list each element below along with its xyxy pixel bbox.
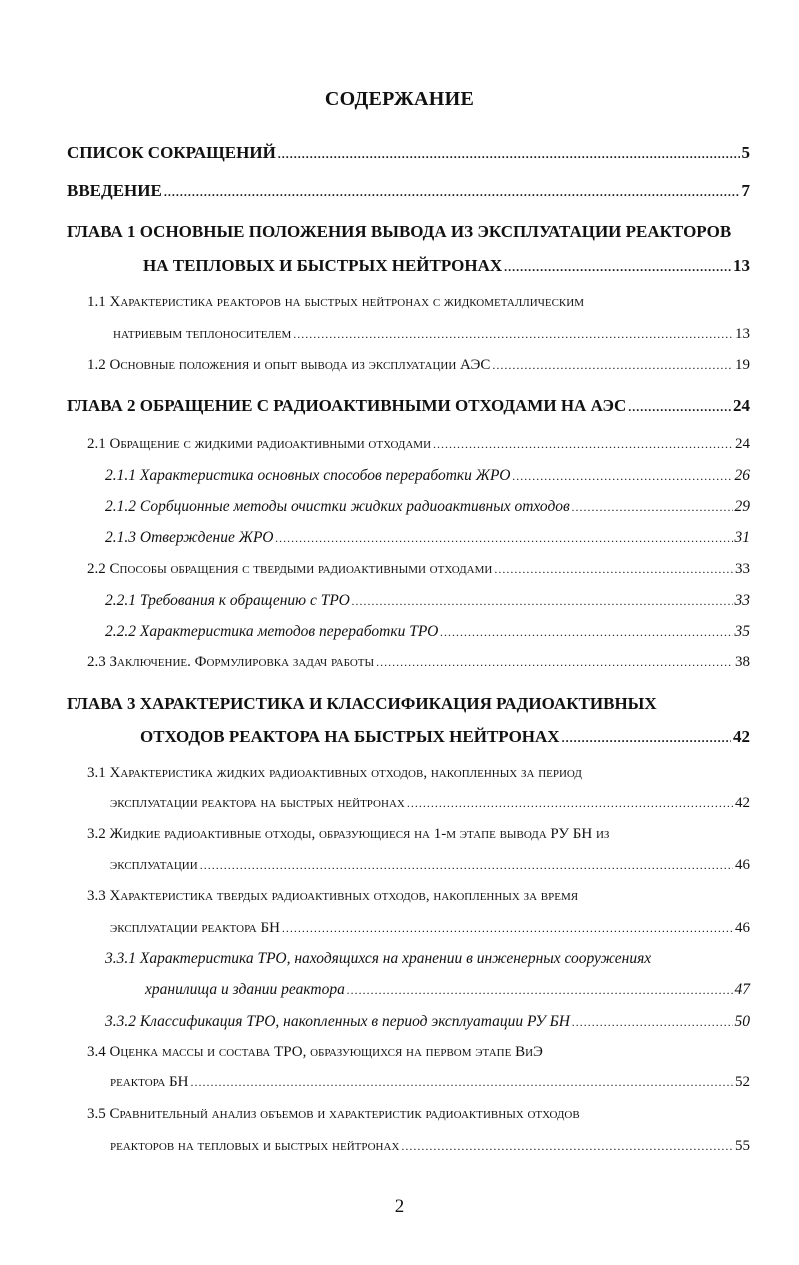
toc-leader bbox=[275, 531, 732, 546]
toc-leader bbox=[278, 147, 740, 162]
toc-entry-text-cont: ОТХОДОВ РЕАКТОРА НА БЫСТРЫХ НЕЙТРОНАХ bbox=[140, 727, 560, 746]
toc-entry-text: 3.1 Характеристика жидких радиоактивных отходов, накопленных за период bbox=[87, 765, 582, 781]
toc-leader bbox=[191, 1075, 734, 1090]
toc-entry-page: 35 bbox=[734, 623, 750, 640]
toc-entry-text: 3.5 Сравнительный анализ объемов и характеристик радиоактивных отходов bbox=[87, 1106, 580, 1122]
toc-leader bbox=[347, 983, 733, 998]
toc-leader bbox=[494, 562, 733, 577]
toc-leader bbox=[433, 437, 733, 452]
toc-leader bbox=[492, 358, 733, 373]
toc-entry-text-cont: хранилища и здании реактора bbox=[145, 981, 345, 998]
toc-entry-page: 13 bbox=[733, 256, 750, 275]
toc-entry-text-cont: натриевым теплоносителем bbox=[113, 326, 292, 342]
toc-entry bbox=[145, 981, 750, 999]
toc-leader bbox=[504, 260, 731, 275]
toc-leader bbox=[512, 469, 732, 484]
toc-entry-text: 2.3 Заключение. Формулировка задач работы bbox=[87, 654, 375, 670]
toc-entry-page: 29 bbox=[734, 498, 750, 515]
toc-entry-text-cont: эксплуатации реактора на быстрых нейтронах bbox=[110, 795, 405, 811]
toc-leader bbox=[352, 594, 733, 609]
toc-entry-text: ВВЕДЕНИЕ bbox=[67, 181, 162, 200]
toc-leader bbox=[572, 500, 733, 515]
toc-entry bbox=[87, 561, 750, 578]
toc-entry-page: 46 bbox=[735, 857, 750, 873]
toc-entry bbox=[87, 357, 750, 374]
toc-entry bbox=[105, 529, 750, 547]
toc-entry-text: ГЛАВА 3 ХАРАКТЕРИСТИКА И КЛАССИФИКАЦИЯ РАДИОАКТИВНЫХ bbox=[67, 694, 657, 713]
toc-leader bbox=[440, 625, 732, 640]
toc-entry bbox=[67, 396, 750, 416]
toc-entry-text-cont: реактора БН bbox=[110, 1074, 189, 1090]
toc-leader bbox=[376, 655, 733, 670]
toc-leader bbox=[628, 400, 731, 415]
toc-entry-page: 50 bbox=[734, 1013, 750, 1030]
toc-entry-text: 3.3.2 Классификация ТРО, накопленных в период эксплуатации РУ БН bbox=[105, 1013, 570, 1030]
toc-entry-text: 2.1.2 Сорбционные методы очистки жидких радиоактивных отходов bbox=[105, 498, 570, 515]
toc-entry-text-cont: НА ТЕПЛОВЫХ И БЫСТРЫХ НЕЙТРОНАХ bbox=[143, 256, 503, 275]
toc-entry bbox=[110, 795, 750, 812]
toc-entry-page: 5 bbox=[741, 143, 750, 162]
toc-leader bbox=[407, 796, 733, 811]
toc-entry-page: 55 bbox=[735, 1138, 750, 1154]
toc-entry-text: 2.2.1 Требования к обращению с ТРО bbox=[105, 592, 350, 609]
toc-entry bbox=[105, 592, 750, 610]
toc-entry-text: 3.3.1 Характеристика ТРО, находящихся на хранении в инженерных сооружениях bbox=[105, 950, 652, 967]
toc-entry bbox=[105, 498, 750, 516]
page-title: СОДЕРЖАНИЕ bbox=[324, 88, 475, 110]
toc-entry-page: 42 bbox=[735, 795, 750, 811]
toc-entry-page: 13 bbox=[735, 326, 750, 342]
toc-entry bbox=[110, 857, 750, 874]
toc-entry-text: 3.4 Оценка массы и состава ТРО, образующихся на первом этапе ВиЭ bbox=[87, 1044, 543, 1060]
page-number: 2 bbox=[394, 1196, 405, 1217]
toc-entry-text: 2.2 Способы обращения с твердыми радиоактивными отходами bbox=[87, 561, 493, 577]
toc-entry-page: 19 bbox=[735, 357, 750, 373]
toc-entry-text: ГЛАВА 1 ОСНОВНЫЕ ПОЛОЖЕНИЯ ВЫВОДА ИЗ ЭКСПЛУАТАЦИИ РЕАКТОРОВ bbox=[67, 222, 732, 241]
toc-entry-text: ГЛАВА 2 ОБРАЩЕНИЕ С РАДИОАКТИВНЫМИ ОТХОДАМИ НА АЭС bbox=[67, 396, 627, 415]
toc-entry bbox=[87, 654, 750, 671]
toc-entry-page: 24 bbox=[733, 396, 750, 415]
toc-leader bbox=[293, 327, 733, 342]
toc-leader bbox=[200, 858, 733, 873]
toc-entry-page: 47 bbox=[734, 981, 750, 998]
toc-entry bbox=[140, 727, 750, 747]
toc-entry-text: 3.3 Характеристика твердых радиоактивных отходов, накопленных за время bbox=[87, 888, 579, 904]
toc-entry-page: 31 bbox=[734, 529, 750, 546]
toc-leader bbox=[164, 185, 740, 200]
toc-entry bbox=[110, 1138, 750, 1155]
toc-entry-page: 38 bbox=[735, 654, 750, 670]
toc-entry-page: 42 bbox=[733, 727, 750, 746]
toc-entry-text: СПИСОК СОКРАЩЕНИЙ bbox=[67, 143, 276, 162]
toc-entry-page: 46 bbox=[735, 920, 750, 936]
toc-entry bbox=[67, 143, 750, 163]
toc-entry-page: 26 bbox=[734, 467, 750, 484]
toc-leader bbox=[401, 1139, 733, 1154]
toc-entry-text-cont: эксплуатации bbox=[110, 857, 198, 873]
toc-entry-page: 24 bbox=[735, 436, 750, 452]
toc-entry-text: 1.1 Характеристика реакторов на быстрых нейтронах с жидкометаллическим bbox=[87, 294, 584, 310]
toc-entry bbox=[87, 436, 750, 453]
toc-entry-text: 2.2.2 Характеристика методов переработки ТРО bbox=[105, 623, 439, 640]
toc-entry bbox=[143, 256, 750, 276]
toc-entry-text-cont: эксплуатации реактора БН bbox=[110, 920, 280, 936]
toc-entry-text: 2.1 Обращение с жидкими радиоактивными отходами bbox=[87, 436, 432, 452]
toc-entry-text: 2.1.3 Отверждение ЖРО bbox=[105, 529, 274, 546]
toc-entry bbox=[110, 920, 750, 937]
toc-entry bbox=[105, 467, 750, 485]
toc-leader bbox=[572, 1015, 733, 1030]
toc-entry-page: 52 bbox=[735, 1074, 750, 1090]
toc-entry bbox=[105, 1013, 750, 1031]
toc-entry-text-cont: реакторов на тепловых и быстрых нейтронах bbox=[110, 1138, 400, 1154]
toc-entry-page: 33 bbox=[735, 561, 750, 577]
toc-entry bbox=[113, 326, 750, 343]
toc-entry-text: 2.1.1 Характеристика основных способов переработки ЖРО bbox=[105, 467, 511, 484]
toc-entry bbox=[105, 623, 750, 641]
toc-entry bbox=[110, 1074, 750, 1091]
toc-entry-page: 33 bbox=[734, 592, 750, 609]
toc-leader bbox=[282, 921, 733, 936]
toc-leader bbox=[562, 731, 731, 746]
toc-entry-text: 3.2 Жидкие радиоактивные отходы, образующиеся на 1-м этапе вывода РУ БН из bbox=[87, 826, 610, 842]
toc-entry bbox=[67, 181, 750, 201]
toc-entry-page: 7 bbox=[741, 181, 750, 200]
toc-entry-text: 1.2 Основные положения и опыт вывода из эксплуатации АЭС bbox=[87, 357, 491, 373]
